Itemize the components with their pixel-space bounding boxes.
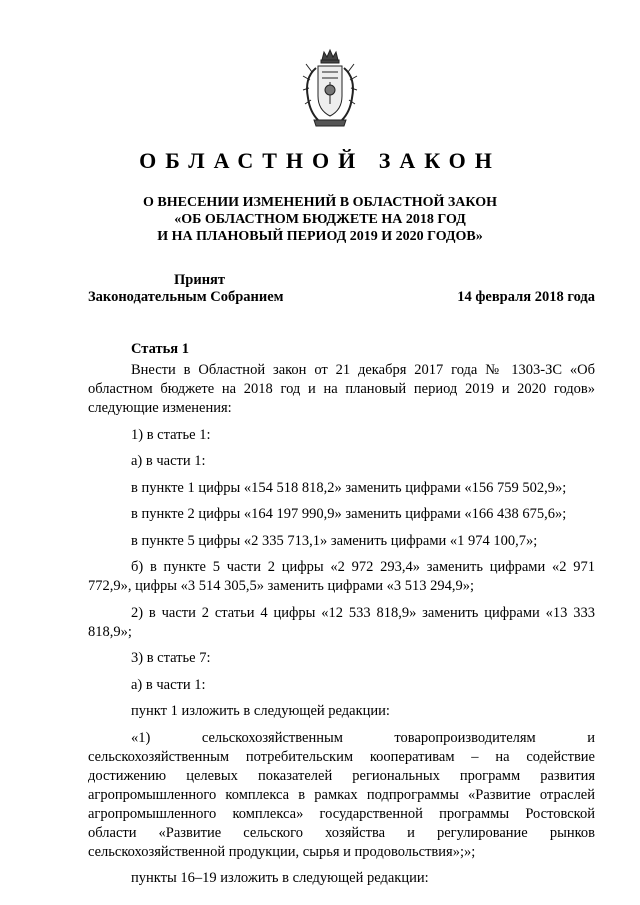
subtitle-line: И НА ПЛАНОВЫЙ ПЕРИОД 2019 И 2020 ГОДОВ»: [157, 229, 483, 244]
article-body: [88, 361, 595, 896]
paragraph: б) в пункте 5 части 2 цифры «2 972 293,4» заменить цифрами «2 971 772,9», цифры «3 514 305,5» заменить цифрами «3 513 294,9»;: [88, 559, 595, 594]
paragraph: 2) в части 2 статьи 4 цифры «12 533 818,9» заменить цифрами «13 333 818,9»;: [88, 604, 595, 640]
paragraph: в пункте 5 цифры «2 335 713,1» заменить цифрами «1 974 100,7»;: [131, 532, 538, 549]
paragraph: пункты 16–19 изложить в следующей редакции:: [131, 870, 429, 886]
paragraph: в пункте 2 цифры «164 197 990,9» заменить цифрами «166 438 675,6»;: [131, 506, 567, 522]
adopted-label: Принят: [174, 272, 226, 288]
paragraph: 1) в статье 1:: [131, 426, 211, 443]
paragraph: в пункте 1 цифры «154 518 818,2» заменить цифрами «156 759 502,9»;: [131, 479, 567, 496]
paragraph: а) в части 1:: [131, 453, 206, 469]
paragraph: 3) в статье 7:: [131, 650, 211, 666]
paragraph: пункт 1 изложить в следующей редакции:: [131, 703, 390, 719]
document-type-title: ОБЛАСТНОЙ ЗАКОН: [139, 148, 501, 173]
paragraph: «1) сельскохозяйственным товаропроизводителям и сельскохозяйственным потребительским кооперативам – на содействие достижению целевых показателей региональных программ развития агропромышленного комплекса в рамках подпрограммы «Развитие отраслей агропромышленного комплекса» государственной программы Ростовской области «Развитие сельского хозяйства и регулирование рынков сельскохозяйственной продукции, сырья и продовольствия»;»;: [88, 729, 595, 860]
paragraph: а) в части 1:: [131, 676, 206, 693]
subtitle-line: О ВНЕСЕНИИ ИЗМЕНЕНИЙ В ОБЛАСТНОЙ ЗАКОН: [143, 195, 497, 210]
adopted-by-label: Законодательным Собранием: [88, 289, 284, 305]
adoption-date: 14 февраля 2018 года: [457, 289, 595, 305]
subtitle-line: «ОБ ОБЛАСТНОМ БЮДЖЕТЕ НА 2018 ГОД: [174, 212, 466, 227]
law-subtitle: [0, 194, 640, 245]
coat-of-arms-icon: [300, 48, 360, 130]
article-heading: Статья 1: [131, 341, 189, 357]
paragraph: Внести в Областной закон от 21 декабря 2017 года № 1303-ЗС «Об областном бюджете на 2018 год и на плановый период 2019 и 2020 годов» следующие изменения:: [88, 362, 595, 416]
